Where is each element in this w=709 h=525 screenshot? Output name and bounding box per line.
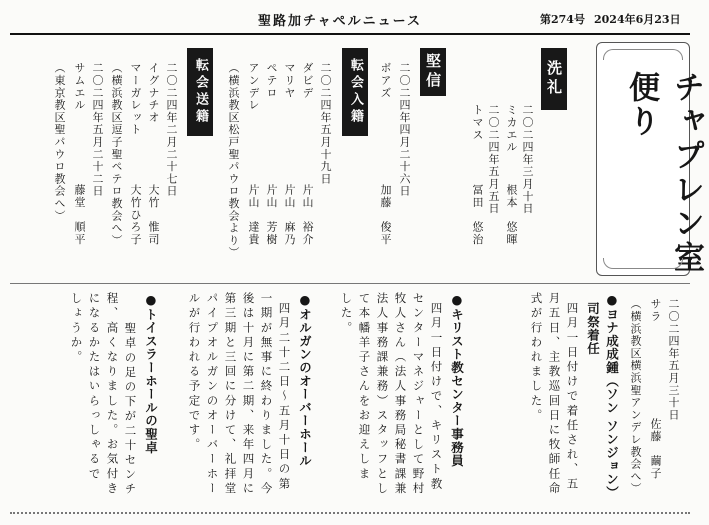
confirmation-label: 堅信 <box>420 48 446 96</box>
article-1-heading-line-2: 司祭着任 <box>585 302 601 356</box>
article-2-body-1: 四月一日付けで、キリスト教 <box>429 302 444 492</box>
records-section <box>0 36 700 276</box>
section-title-box <box>596 42 704 276</box>
article-2-heading: ●キリスト教センター事務員 <box>449 292 465 468</box>
continuation-note: （横浜教区横浜聖アンデレ教会へ） <box>629 298 642 495</box>
article-1-heading-line-1: ●ヨナ成成鍾（ソン ソンジョン） <box>604 292 620 500</box>
baptism-person-2: 冨田 悠治 <box>471 184 484 246</box>
transfer-in-person-1: 片山 裕介 <box>301 184 314 246</box>
newsletter-title: 聖路加チャペルニュース <box>258 14 422 29</box>
article-3-body-3: 後は十月に第二期、来年四月に <box>241 292 256 497</box>
section-divider <box>10 283 690 284</box>
transfer-out-note-1: （横浜教区逗子聖ペテロ教会へ） <box>110 62 123 247</box>
transfer-in-name-3: ペテロ <box>265 62 278 99</box>
article-3-body-1: 四月二十二日～五月十日の第 <box>277 302 292 492</box>
transfer-out-note-2: （東京教区聖パウロ教会へ） <box>53 62 66 222</box>
article-3-heading: ●オルガンのオーバーホール <box>297 292 313 468</box>
article-4-heading: ●トイスラーホールの聖卓 <box>143 292 159 455</box>
transfer-in-person-3: 片山 芳樹 <box>265 184 278 246</box>
transfer-in-name-4: アンデレ <box>247 62 260 112</box>
baptism-name-2: トマス <box>471 104 484 141</box>
continuation-name: サラ <box>649 298 662 323</box>
newsletter-header <box>0 8 700 32</box>
footer-rule <box>10 512 690 514</box>
transfer-in-person-2: 片山 麻乃 <box>283 184 296 246</box>
confirmation-name: ボアズ <box>379 62 392 99</box>
article-2-body-5: て本幡羊子さんをお迎えしま <box>357 292 372 482</box>
article-1-body-3: 式が行われました。 <box>529 292 544 424</box>
article-2-body-3: 牧人さん（法人事務局秘書課兼 <box>393 292 408 497</box>
header-rule <box>10 33 690 35</box>
transfer-out-person-1: 大竹 惟司 <box>147 184 160 246</box>
transfer-out-name-2: マーガレット <box>129 62 142 136</box>
article-4-body-2: 程、高くなりました。お気付き <box>105 292 120 497</box>
transfer-in-name-2: マリヤ <box>283 62 296 99</box>
transfer-out-label: 転会送籍 <box>187 48 213 136</box>
baptism-date-2: 二〇二四年五月五日 <box>487 104 500 215</box>
article-4-body-4: しょうか。 <box>69 292 84 365</box>
article-2-body-6: した。 <box>339 292 354 336</box>
transfer-out-date-1: 二〇二四年二月二十七日 <box>165 62 178 198</box>
baptism-person-1: 根本 悠暉 <box>505 184 518 246</box>
section-title: チャプレン室便り <box>623 71 704 275</box>
article-1-body-1: 四月一日付けで着任され、五 <box>565 302 580 492</box>
transfer-out-person-3: 藤堂 順平 <box>73 184 86 246</box>
confirmation-person: 加藤 俊平 <box>379 184 392 246</box>
article-1-body-2: 月五日、主教巡回日に牧師任命 <box>547 292 562 497</box>
baptism-name-1: ミカエル <box>505 104 518 154</box>
article-2-body-2: センターマネジャーとして野村 <box>411 292 426 497</box>
article-4-body-1: 聖卓の足の下が二十センチ <box>123 322 138 498</box>
article-2-body-4: 法人事務課兼務）スタッフとし <box>375 292 390 497</box>
transfer-in-name-1: ダビデ <box>301 62 314 99</box>
continuation-date: 二〇二四年五月三十日 <box>667 298 680 421</box>
transfer-in-date: 二〇二四年五月十九日 <box>319 62 332 185</box>
transfer-in-note: （横浜教区松戸聖パウロ教会より） <box>227 62 240 259</box>
issue-number: 第274号 <box>540 13 585 26</box>
transfer-in-label: 転会入籍 <box>342 48 368 136</box>
article-4-body-3: になるかたはいらっしゃるで <box>87 292 102 482</box>
article-3-body-2: 一期が無事に終わりました。今 <box>259 292 274 497</box>
issue-date: 2024年6月23日 <box>594 13 681 26</box>
baptism-date-1: 二〇二四年三月十日 <box>521 104 534 215</box>
transfer-out-name-1: イグナチオ <box>147 62 160 124</box>
article-3-body-4: 第三期と三回に分けて、礼拝堂 <box>223 292 238 497</box>
article-3-body-6: ルが行われる予定です。 <box>187 292 202 453</box>
confirmation-date: 二〇二四年四月二十六日 <box>398 62 411 198</box>
transfer-out-name-3: サムエル <box>73 62 86 112</box>
transfer-in-person-4: 片山 達貴 <box>247 184 260 246</box>
baptism-label: 洗礼 <box>541 48 567 110</box>
continuation-person: 佐藤 繭子 <box>649 418 662 480</box>
transfer-out-date-2: 二〇二四年五月二十二日 <box>91 62 104 198</box>
article-3-body-5: パイプオルガンのオーバーホー <box>205 292 220 497</box>
transfer-out-person-2: 大竹ひろ子 <box>129 184 142 246</box>
